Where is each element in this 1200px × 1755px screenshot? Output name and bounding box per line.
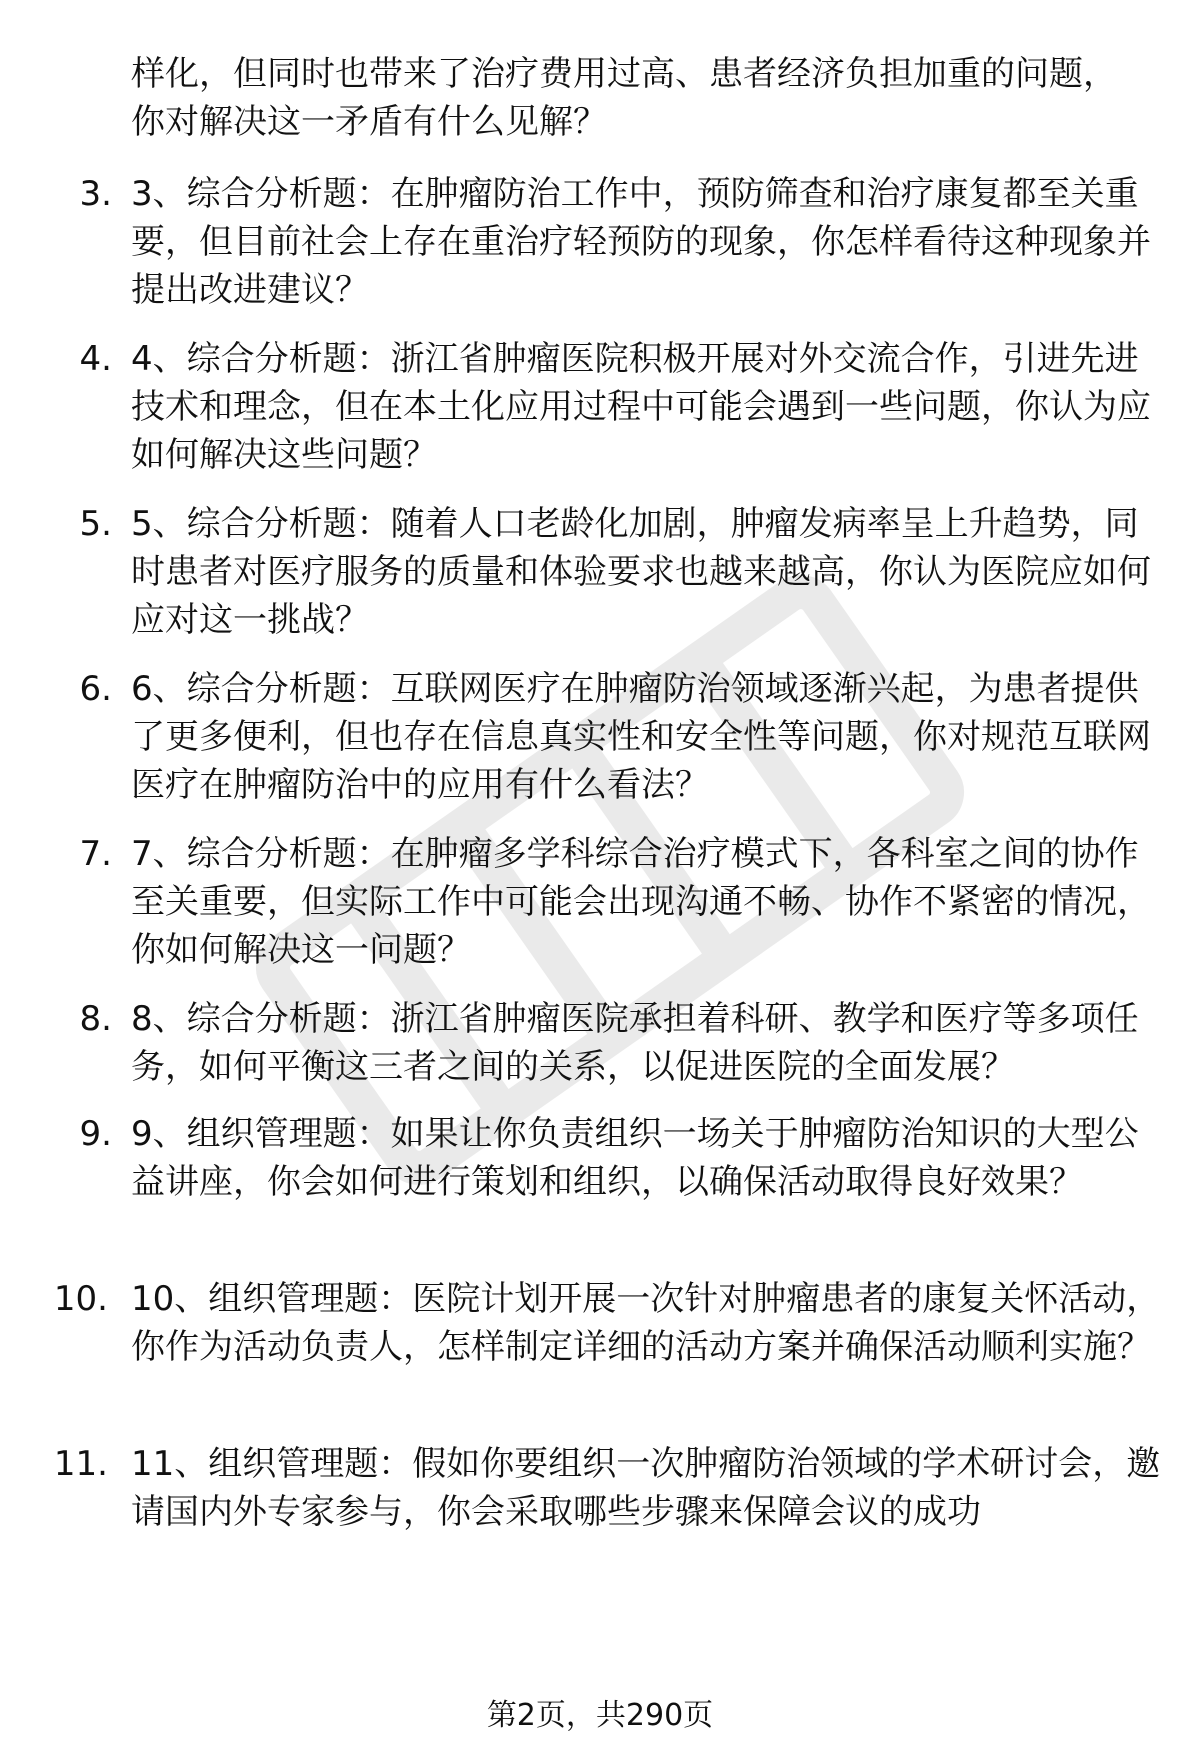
list-text: 9、组织管理题：如果让你负责组织一场关于肿瘤防治知识的大型公益讲座，你会如何进行策划和组织，以确保活动取得良好效果？ bbox=[131, 1114, 1139, 1202]
list-text: 3、综合分析题：在肿瘤防治工作中，预防筛查和治疗康复都至关重要，但目前社会上存在重治疗轻预防的现象，你怎样看待这种现象并提出改进建议？ bbox=[131, 174, 1151, 310]
list-text: 7、综合分析题：在肿瘤多学科综合治疗模式下，各科室之间的协作至关重要，但实际工作中可能会出现沟通不畅、协作不紧密的情况，你如何解决这一问题？ bbox=[131, 834, 1151, 970]
list-number: 3. bbox=[79, 174, 112, 214]
list-number: 6. bbox=[79, 669, 112, 709]
list-number: 10. bbox=[53, 1279, 108, 1319]
list-text: 10、组织管理题：医院计划开展一次针对肿瘤患者的康复关怀活动，你作为活动负责人，怎样制定详细的活动方案并确保活动顺利实施？ bbox=[131, 1279, 1161, 1367]
list-number: 9. bbox=[79, 1114, 112, 1154]
list-number: 11. bbox=[53, 1444, 108, 1484]
list-number: 8. bbox=[79, 999, 112, 1039]
list-text: 11、组织管理题：假如你要组织一次肿瘤防治领域的学术研讨会，邀请国内外专家参与，你会采取哪些步骤来保障会议的成功 bbox=[131, 1444, 1161, 1532]
list-text: 5、综合分析题：随着人口老龄化加剧，肿瘤发病率呈上升趋势，同时患者对医疗服务的质量和体验要求也越来越高，你认为医院应如何应对这一挑战？ bbox=[131, 504, 1151, 640]
list-number: 4. bbox=[79, 339, 112, 379]
list-number: 5. bbox=[79, 504, 112, 544]
page-footer: 第2页，共290页 bbox=[486, 1698, 714, 1733]
list-text: 4、综合分析题：浙江省肿瘤医院积极开展对外交流合作，引进先进技术和理念，但在本土化应用过程中可能会遇到一些问题，你认为应如何解决这些问题？ bbox=[131, 339, 1151, 475]
list-number: 7. bbox=[79, 834, 112, 874]
lead-paragraph: 样化，但同时也带来了治疗费用过高、患者经济负担加重的问题，你对解决这一矛盾有什么见解？ bbox=[131, 54, 1117, 142]
list-text: 6、综合分析题：互联网医疗在肿瘤防治领域逐渐兴起，为患者提供了更多便利，但也存在信息真实性和安全性等问题，你对规范互联网医疗在肿瘤防治中的应用有什么看法？ bbox=[131, 669, 1151, 805]
list-text: 8、综合分析题：浙江省肿瘤医院承担着科研、教学和医疗等多项任务，如何平衡这三者之间的关系，以促进医院的全面发展？ bbox=[131, 999, 1139, 1087]
